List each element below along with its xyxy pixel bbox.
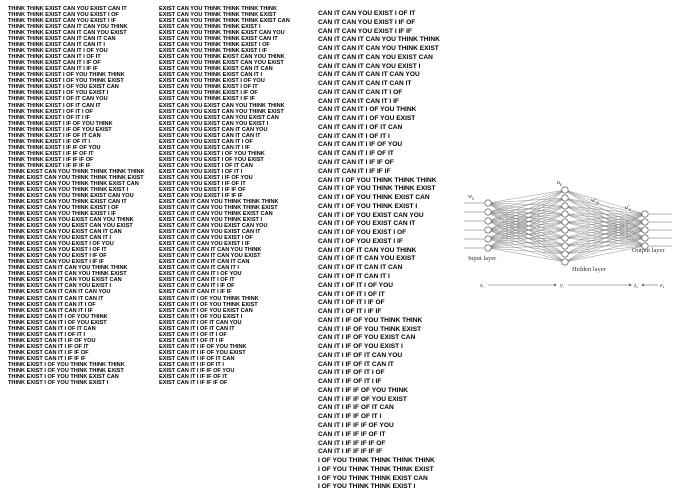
text-line: THINK EXIST CAN IT I OF YOU EXIST xyxy=(8,319,107,326)
text-line: CAN IT I OF IT CAN YOU EXIST xyxy=(318,255,416,263)
input-node xyxy=(485,227,491,233)
text-line: THINK THINK EXIST CAN IT CAN IT CAN xyxy=(8,36,116,43)
text-line: CAN IT I IF OF YOU EXIST I xyxy=(318,343,403,351)
input-layer-label: Input layer xyxy=(468,255,497,262)
text-line: EXIST CAN YOU EXIST CAN YOU EXIST I xyxy=(159,120,269,127)
text-line: EXIST CAN YOU THINK EXIST CAN YOU EXIST xyxy=(159,60,284,67)
text-line: THINK THINK EXIST CAN YOU EXIST CAN IT xyxy=(8,6,127,12)
z-label: $z_k$ xyxy=(634,283,639,288)
text-line: CAN IT I OF IT I OF IT xyxy=(318,290,385,298)
y-label: $y_j$ xyxy=(560,283,564,288)
text-line: EXIST CAN YOU THINK EXIST CAN IT CAN xyxy=(159,66,273,73)
input-node xyxy=(485,200,491,206)
hidden-node xyxy=(562,251,568,257)
text-line: THINK EXIST I OF YOU THINK EXIST CAN xyxy=(8,373,119,380)
text-line: EXIST CAN IT CAN IT I IF OF xyxy=(159,283,235,290)
text-line: THINK EXIST CAN YOU EXIST CAN IT I xyxy=(8,235,112,242)
connection-edge xyxy=(565,190,645,214)
text-line: THINK EXIST CAN YOU EXIST CAN YOU THINK xyxy=(8,217,134,224)
text-line: CAN IT I OF YOU THINK THINK THINK xyxy=(318,176,437,184)
hidden-top-label: $u_k$ xyxy=(557,180,562,187)
text-line: THINK THINK EXIST I OF IT I IF xyxy=(8,114,91,121)
text-line: EXIST CAN YOU THINK THINK EXIST I OF xyxy=(159,42,270,49)
input-node xyxy=(485,245,491,251)
text-line: CAN IT I OF YOU EXIST I IF xyxy=(318,237,403,245)
text-line: THINK EXIST CAN YOU THINK EXIST CAN IT xyxy=(8,199,127,205)
text-line: EXIST CAN IT I IF OF IT I xyxy=(159,361,224,368)
hidden-node xyxy=(562,203,568,209)
text-line: EXIST CAN YOU EXIST I OF IT CAN xyxy=(159,162,253,169)
text-line: EXIST CAN YOU THINK EXIST I IF OF xyxy=(159,90,258,97)
text-line: CAN IT I OF IT I OF YOU xyxy=(318,281,393,289)
text-line: CAN IT I IF OF YOU THINK EXIST xyxy=(318,325,422,333)
text-line: THINK EXIST CAN IT I IF IF IF xyxy=(8,355,86,362)
text-line: THINK EXIST CAN IT I IF OF YOU xyxy=(8,337,96,344)
text-line: CAN IT I IF IF IF IF IF xyxy=(318,448,383,456)
text-line: EXIST CAN IT I IF OF YOU THINK xyxy=(159,343,247,350)
text-line: EXIST CAN IT CAN YOU EXIST I OF xyxy=(159,235,253,242)
text-line: CAN IT CAN YOU EXIST I OF IT xyxy=(318,10,416,17)
text-line: CAN IT I IF IF OF IT I xyxy=(318,413,382,421)
text-line: EXIST CAN IT CAN IT CAN IT I xyxy=(159,265,239,272)
text-line: THINK THINK EXIST CAN IT I IF IF xyxy=(8,66,98,73)
output-node xyxy=(642,235,648,241)
connection-edge xyxy=(488,212,565,262)
text-line: CAN IT CAN IT I OF YOU THINK xyxy=(318,106,417,114)
text-line: CAN IT I IF OF IT CAN YOU xyxy=(318,351,403,359)
text-line: CAN IT I IF IF IF OF IT xyxy=(318,430,386,438)
hidden-node xyxy=(562,227,568,233)
text-line: THINK EXIST CAN IT CAN YOU EXIST CAN xyxy=(8,277,122,284)
output-layer-label: Output layer xyxy=(632,247,665,254)
text-line: CAN IT CAN IT I OF IT I xyxy=(318,132,390,140)
text-line: EXIST CAN YOU EXIST I IF IF IF xyxy=(159,192,243,199)
text-line: THINK EXIST CAN YOU EXIST I OF IT xyxy=(8,247,107,254)
text-line: CAN IT CAN YOU EXIST I IF IF xyxy=(318,27,413,35)
text-line: THINK EXIST CAN IT CAN YOU THINK EXIST xyxy=(8,271,127,278)
text-line: EXIST CAN YOU EXIST I OF YOU EXIST xyxy=(159,156,264,163)
text-line: CAN IT I OF IT CAN IT CAN xyxy=(318,264,403,272)
text-line: THINK EXIST CAN YOU THINK THINK THINK EXIST xyxy=(8,174,144,181)
text-line: THINK THINK EXIST I IF OF IT I xyxy=(8,138,91,145)
text-line: CAN IT I IF IF OF YOU EXIST xyxy=(318,395,407,403)
text-line: EXIST CAN IT CAN IT I OF IT xyxy=(159,277,235,284)
hidden-node xyxy=(562,195,568,201)
connection-edge xyxy=(488,221,565,238)
text-line: I OF YOU THINK THINK EXIST I xyxy=(318,483,416,491)
text-line: EXIST CAN YOU EXIST CAN IT CAN IT xyxy=(159,132,261,139)
e-to-z-arrowhead xyxy=(641,284,644,287)
text-line: CAN IT I OF IT I IF OF xyxy=(318,299,385,307)
text-line: EXIST CAN IT CAN YOU EXIST CAN YOU xyxy=(159,223,268,230)
text-line: EXIST CAN IT I IF IF OF IT xyxy=(159,373,228,380)
text-line: EXIST CAN IT CAN YOU EXIST I IF xyxy=(159,241,250,248)
text-column-1 xyxy=(8,6,158,386)
text-line: THINK EXIST CAN YOU EXIST CAN IT CAN xyxy=(8,229,122,236)
text-line: EXIST CAN IT CAN YOU THINK EXIST CAN xyxy=(159,211,273,218)
text-line: EXIST CAN IT CAN IT CAN IT CAN xyxy=(159,259,250,266)
text-line: CAN IT CAN IT CAN YOU EXIST CAN xyxy=(318,53,433,61)
connection-edge xyxy=(488,230,565,262)
text-line: THINK THINK EXIST CAN IT CAN YOU THINK xyxy=(8,24,128,31)
text-line: CAN IT I IF IF IF IF OF xyxy=(318,439,386,447)
text-line: THINK EXIST CAN YOU EXIST CAN YOU EXIST xyxy=(8,223,133,230)
text-line: I OF YOU THINK THINK EXIST CAN xyxy=(318,474,428,482)
text-line: CAN IT CAN IT I IF IF OF xyxy=(318,159,394,167)
text-line: THINK EXIST CAN YOU THINK EXIST I IF xyxy=(8,211,117,218)
weight-in-label: $w_k$ xyxy=(468,194,474,201)
x-to-y-arrowhead xyxy=(554,284,557,287)
text-line: CAN IT I OF YOU THINK THINK EXIST xyxy=(318,185,436,193)
text-line: EXIST CAN YOU EXIST CAN IT I OF xyxy=(159,138,253,145)
text-line: CAN IT I IF IF OF YOU THINK xyxy=(318,386,408,394)
text-line: EXIST CAN YOU EXIST I OF IT I xyxy=(159,168,243,175)
text-line: CAN IT CAN IT I IF OF IT xyxy=(318,150,394,158)
text-line: THINK EXIST CAN IT CAN IT I OF xyxy=(8,301,96,308)
text-line: EXIST CAN IT I IF OF IT CAN xyxy=(159,355,235,362)
text-line: THINK THINK EXIST I IF OF YOU EXIST xyxy=(8,126,112,133)
text-line: THINK THINK EXIST CAN IT I IF OF xyxy=(8,60,101,67)
text-line: THINK EXIST CAN YOU THINK THINK THINK THINK xyxy=(8,168,145,175)
text-line: THINK THINK EXIST CAN YOU EXIST I OF xyxy=(8,12,119,19)
text-line: EXIST CAN IT CAN IT CAN YOU EXIST xyxy=(159,253,261,260)
text-line: CAN IT I IF IF IF OF YOU xyxy=(318,421,394,429)
text-line: CAN IT CAN YOU EXIST I IF OF xyxy=(318,18,416,26)
text-line: CAN IT I IF OF IT I OF xyxy=(318,369,385,377)
text-line: EXIST CAN YOU THINK THINK EXIST CAN IT xyxy=(159,36,278,43)
text-line: CAN IT CAN IT CAN YOU EXIST I xyxy=(318,62,421,70)
text-line: CAN IT I IF OF IT CAN IT xyxy=(318,360,394,368)
text-line: CAN IT I IF OF YOU EXIST CAN xyxy=(318,334,416,342)
text-line: THINK THINK EXIST I OF YOU THINK EXIST xyxy=(8,78,124,85)
text-line: THINK EXIST CAN IT I OF IT CAN xyxy=(8,325,96,332)
hidden-node xyxy=(562,187,568,193)
text-line: THINK THINK EXIST I IF IF IF IF xyxy=(8,162,91,169)
connection-edge xyxy=(488,190,565,239)
text-line: EXIST CAN IT I OF IT I IF xyxy=(159,337,224,344)
text-line: EXIST CAN YOU EXIST I IF OF IT xyxy=(159,180,246,187)
text-line: THINK EXIST CAN IT I OF IT I xyxy=(8,331,86,338)
text-line: THINK EXIST I OF YOU THINK THINK EXIST xyxy=(8,367,124,374)
text-line: THINK EXIST CAN YOU THINK THINK EXIST I xyxy=(8,186,129,193)
text-line: THINK EXIST CAN YOU THINK THINK EXIST CAN xyxy=(8,180,139,187)
hidden-node xyxy=(562,219,568,225)
text-line: I OF YOU THINK THINK THINK EXIST xyxy=(318,465,434,473)
text-line: CAN IT I IF OF YOU THINK THINK xyxy=(318,316,423,324)
text-line: CAN IT I OF IT CAN YOU THINK xyxy=(318,246,417,254)
text-line: CAN IT I IF OF IT I IF xyxy=(318,378,382,386)
input-node xyxy=(485,236,491,242)
text-line: CAN IT CAN IT CAN IT I OF xyxy=(318,88,403,96)
text-line: EXIST CAN YOU EXIST CAN YOU EXIST CAN xyxy=(159,114,279,121)
text-line: THINK THINK EXIST I OF YOU EXIST CAN xyxy=(8,84,119,91)
text-line: THINK EXIST CAN YOU EXIST I IF OF xyxy=(8,253,107,260)
text-line: EXIST CAN IT CAN YOU EXIST CAN IT xyxy=(159,229,261,236)
text-line: THINK EXIST CAN YOU THINK EXIST CAN YOU xyxy=(8,192,134,199)
input-node xyxy=(485,209,491,215)
text-line: EXIST CAN IT I OF IT I OF xyxy=(159,331,227,338)
text-line: THINK THINK EXIST I OF YOU THINK THINK xyxy=(8,72,125,79)
output-top-label: $u'_k$ xyxy=(625,205,632,212)
text-line: THINK EXIST CAN YOU EXIST I OF YOU xyxy=(8,241,114,248)
text-line: EXIST CAN YOU EXIST CAN YOU THINK EXIST xyxy=(159,108,284,115)
connection-edge xyxy=(565,206,645,214)
text-line: EXIST CAN YOU THINK THINK EXIST CAN YOU xyxy=(159,30,285,37)
text-line: EXIST CAN IT CAN IT I OF YOU xyxy=(159,271,242,278)
hidden-node xyxy=(562,211,568,217)
hidden-node xyxy=(562,235,568,241)
text-line: EXIST CAN YOU THINK THINK THINK EXIST CAN xyxy=(159,18,290,25)
text-line: EXIST CAN YOU THINK THINK EXIST I xyxy=(159,24,261,31)
text-line: THINK EXIST CAN IT I OF YOU THINK xyxy=(8,313,108,320)
text-line: I OF YOU THINK THINK THINK THINK xyxy=(318,457,435,465)
connection-edge xyxy=(488,198,565,230)
text-line: EXIST CAN YOU EXIST CAN IT I IF xyxy=(159,144,250,151)
text-line: THINK EXIST I OF YOU THINK EXIST I xyxy=(8,379,109,386)
text-line: EXIST CAN IT I IF IF OF YOU xyxy=(159,367,235,374)
text-line: THINK THINK EXIST CAN IT CAN IT I xyxy=(8,42,105,49)
text-line: CAN IT I IF IF OF IT CAN xyxy=(318,404,394,412)
input-node xyxy=(485,218,491,224)
text-line: THINK EXIST CAN YOU EXIST I IF IF xyxy=(8,259,104,266)
text-line: THINK THINK EXIST I IF IF OF YOU xyxy=(8,144,101,151)
text-line: CAN IT CAN IT I OF YOU EXIST xyxy=(318,115,416,123)
text-line: CAN IT CAN IT I IF IF IF xyxy=(318,167,391,175)
text-line: THINK EXIST CAN IT CAN IT CAN YOU xyxy=(8,289,111,296)
text-line: EXIST CAN IT I IF OF YOU EXIST xyxy=(159,349,246,356)
text-line: THINK THINK EXIST I IF IF OF IT xyxy=(8,150,94,157)
text-line: EXIST CAN IT I OF YOU EXIST CAN xyxy=(159,307,253,314)
text-line: THINK THINK EXIST I IF OF YOU THINK xyxy=(8,120,113,127)
text-line: THINK EXIST I OF YOU THINK THINK THINK xyxy=(8,361,125,368)
text-line: EXIST CAN IT CAN YOU THINK THINK THINK xyxy=(159,199,279,205)
text-line: EXIST CAN IT I OF IT CAN YOU xyxy=(159,319,242,326)
text-line: CAN IT I OF YOU THINK EXIST CAN xyxy=(318,194,430,202)
text-line: EXIST CAN YOU THINK THINK THINK EXIST xyxy=(159,12,277,19)
y-to-z-arrowhead xyxy=(629,284,632,287)
text-line: CAN IT I OF YOU EXIST CAN YOU xyxy=(318,211,424,219)
text-line: CAN IT CAN IT I OF IT CAN xyxy=(318,123,403,131)
output-node xyxy=(642,219,648,225)
text-line: THINK EXIST CAN IT I IF IF OF xyxy=(8,349,89,356)
text-line: EXIST CAN IT I OF YOU THINK THINK xyxy=(159,295,259,302)
text-line: EXIST CAN IT I OF YOU EXIST I xyxy=(159,313,243,320)
text-column-3 xyxy=(318,10,478,492)
x-label: $x_i$ xyxy=(480,283,484,288)
text-line: THINK THINK EXIST I IF OF IT CAN xyxy=(8,132,101,139)
e-label: $e_k$ xyxy=(660,283,665,288)
text-line: EXIST CAN YOU EXIST I OF YOU THINK xyxy=(159,150,265,157)
text-line: CAN IT I OF YOU THINK EXIST I xyxy=(318,202,418,210)
text-line: THINK THINK EXIST CAN IT CAN YOU EXIST xyxy=(8,30,127,37)
text-line: THINK EXIST CAN IT CAN YOU THINK THINK xyxy=(8,265,128,272)
text-line: EXIST CAN IT CAN IT CAN YOU THINK xyxy=(159,247,262,254)
weight-out-label: $w'_{jk}$ xyxy=(591,198,600,205)
text-line: THINK EXIST CAN IT CAN IT I IF xyxy=(8,307,93,314)
text-line: EXIST CAN YOU THINK EXIST CAN IT I xyxy=(159,72,263,79)
text-line: THINK THINK EXIST CAN IT I OF YOU xyxy=(8,48,108,55)
signal-flow-row xyxy=(479,283,665,288)
text-line: EXIST CAN YOU THINK THINK EXIST I IF xyxy=(159,48,268,55)
text-line: CAN IT I OF YOU EXIST I OF xyxy=(318,229,407,237)
text-line: CAN IT CAN IT CAN IT CAN YOU xyxy=(318,71,420,79)
text-line: EXIST CAN YOU EXIST I IF OF YOU xyxy=(159,174,253,181)
text-line: EXIST CAN IT CAN YOU THINK EXIST I xyxy=(159,217,263,224)
text-line: THINK EXIST CAN IT CAN IT CAN IT xyxy=(8,295,104,302)
connection-edge xyxy=(488,248,565,262)
text-line: EXIST CAN IT I OF IT CAN IT xyxy=(159,325,235,332)
text-line: THINK EXIST CAN YOU THINK EXIST I OF xyxy=(8,205,119,212)
text-line: THINK THINK EXIST I OF IT CAN IT xyxy=(8,102,101,109)
text-line: CAN IT I OF IT I IF IF xyxy=(318,308,382,316)
text-line: THINK THINK EXIST I IF IF IF OF xyxy=(8,156,94,163)
text-line: THINK EXIST CAN IT CAN YOU EXIST I xyxy=(8,283,112,290)
text-line: THINK THINK EXIST I OF IT I OF xyxy=(8,108,93,115)
text-line: CAN IT I OF IT CAN IT I xyxy=(318,272,390,280)
text-line: EXIST CAN YOU THINK EXIST I IF IF xyxy=(159,96,255,103)
text-line: THINK THINK EXIST CAN IT I OF IT xyxy=(8,54,101,61)
hidden-node xyxy=(562,259,568,265)
connection-edge xyxy=(565,198,645,214)
text-line: EXIST CAN YOU THINK EXIST CAN YOU THINK xyxy=(159,54,285,61)
connection-edge xyxy=(565,222,645,262)
neural-network-diagram xyxy=(460,178,678,288)
hidden-layer-label: Hidden layer xyxy=(572,266,606,273)
text-line: CAN IT CAN IT CAN YOU THINK THINK xyxy=(318,36,440,44)
text-line: EXIST CAN YOU EXIST CAN IT CAN YOU xyxy=(159,126,268,133)
text-line: EXIST CAN IT I IF IF IF OF xyxy=(159,379,228,386)
text-line: CAN IT CAN IT CAN IT I IF xyxy=(318,97,399,105)
text-line: EXIST CAN IT CAN IT I IF IF xyxy=(159,289,232,296)
text-line: EXIST CAN IT CAN YOU THINK THINK EXIST xyxy=(159,205,278,212)
output-node xyxy=(642,211,648,217)
text-line: CAN IT I OF YOU EXIST CAN IT xyxy=(318,220,416,228)
text-line: EXIST CAN YOU THINK EXIST I OF YOU xyxy=(159,78,265,85)
text-line: THINK THINK EXIST I OF YOU EXIST I xyxy=(8,90,109,97)
text-column-2 xyxy=(159,6,309,386)
hidden-node xyxy=(562,243,568,249)
text-line: CAN IT CAN IT I IF OF YOU xyxy=(318,141,403,149)
text-line: EXIST CAN YOU THINK THINK THINK THINK xyxy=(159,6,277,12)
text-line: THINK THINK EXIST CAN YOU EXIST I IF xyxy=(8,18,117,25)
text-line: EXIST CAN IT I OF YOU THINK EXIST xyxy=(159,301,258,308)
text-line: EXIST CAN YOU THINK EXIST I OF IT xyxy=(159,84,258,91)
text-line: THINK EXIST CAN IT I IF OF IT xyxy=(8,343,89,350)
text-line: EXIST CAN YOU EXIST CAN YOU THINK THINK xyxy=(159,102,285,109)
text-line: CAN IT CAN IT CAN IT CAN IT xyxy=(318,80,412,88)
output-node xyxy=(642,227,648,233)
text-line: EXIST CAN YOU EXIST I IF IF OF xyxy=(159,186,246,193)
text-line: CAN IT CAN IT CAN YOU THINK EXIST xyxy=(318,45,439,53)
text-line: THINK THINK EXIST I OF IT CAN YOU xyxy=(8,96,108,103)
